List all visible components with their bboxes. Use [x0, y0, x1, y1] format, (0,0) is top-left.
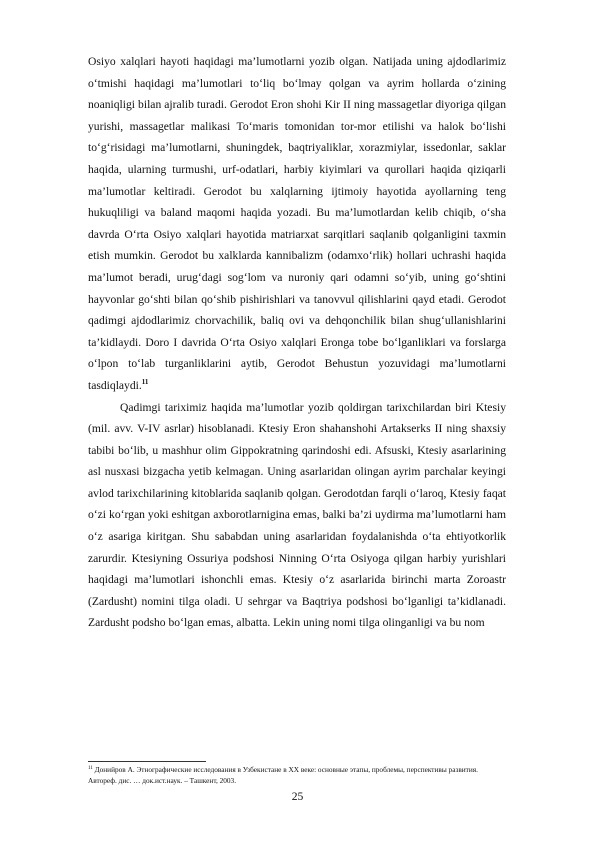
page-number: 25 — [291, 790, 304, 803]
footnote — [88, 764, 506, 786]
footnote-number: 11 — [88, 766, 93, 771]
paragraph-text: Osiyo xalqlari hayoti haqidagi ma’lumotlarni yozib olgan. Natijada uning ajdodlarimiz o‘tmishi haqidagi ma’lumotlari to‘liq bo‘lmay qolgan va ayrim hollarda o‘zining noaniqligi bilan ajralib turadi. Gerodot Eron shohi Kir II ning massagetlar diyoriga qilgan yurishi, massagetlar malikasi To‘maris tomonidan tor-mor etilishi va halok bo‘lishi to‘g‘risidagi ma’lumotlarni, shuningdek, baqtriyaliklar, xorazmiylar, issedonlar, saklar haqida, ularning turmushi, urf-odatlari, harbiy kiyimlari va qurollari haqida qiziqarli ma’lumotlar keltiradi. Gerodot bu xalqlarning ijtimoiy hayotida ayollarning teng hukuqliligi va baland maqomi haqida yozadi. Bu ma’lumotlardan kelib chiqib, o‘sha davrda O‘rta Osiyo xalqlari hayotida matriarxat sarqitlari saqlanib qolganligini taxmin etish mumkin. Gerodot bu xalklarda kannibalizm (odamxo‘rlik) hollari uchrashi haqida ma’lumot beradi, urug‘dagi sog‘lom va nuroniy qari odamni so‘yib, uning go‘shtini hayvonlar go‘shti bilan qo‘shib pishirishlari va tanovvul qilishlarini qayd etadi. Gerodot qadimgi ajdodlarimiz chorvachilik, baliq ovi va dehqonchilik bilan shug‘ullanishlarini ta’kidlaydi. Doro I davrida O‘rta Osiyo xalqlari Eronga tobe bo‘lganliklari va forslarga o‘lpon to‘lab turganliklarini aytib, Gerodot Behustun yozuvidagi ma’lumotlarni tasdiqlaydi. — [88, 55, 506, 392]
paragraph — [88, 51, 506, 397]
paragraph: Qadimgi tariximiz haqida ma’lumotlar yozib qoldirgan tarixchilardan biri Ktesiy (mil. avv. V-IV asrlar) hisoblanadi. Ktesiy Eron shahanshohi Artakserks II ning shaxsiy tabibi bo‘lib, u mashhur olim Gippokratning qarindoshi edi. Afsuski, Ktesiy asarlarining asl nusxasi bizgacha yetib kelmagan. Uning asarlaridan olingan ayrim parchalar keyingi avlod tarixchilarining kitoblarida saqlanib qolgan. Gerodotdan farqli o‘laroq, Ktesiy faqat o‘zi ko‘rgan yoki eshitgan axborotlarnigina emas, balki ba’zi uydirma ma’lumotlarni ham o‘z asariga kiritgan. Shu sababdan uning asarlaridan foydalanishda o‘ta ehtiyotkorlik zarurdir. Ktesiyning Ossuriya podshosi Ninning O‘rta Osiyoga qilgan harbiy yurishlari haqidagi ma’lumotlari ishonchli emas. Ktesiy o‘z asarlarida birinchi marta Zoroastr (Zardusht) nomini tilga oladi. U sehrgar va Baqtriya podshosi bo‘lganligi ta’kidlanadi. Zardusht podsho bo‘lgan emas, albatta. Lekin uning nomi tilga olinganligi va bu nom — [88, 400, 506, 630]
footnote-reference: 11 — [141, 377, 149, 386]
footnote-text: Донийров А. Этнографические исследования в Узбекистане в XX веке: основные этапы, проблемы, перспективы развития. Автореф. дис. … док.ист.наук. – Ташкент, 2003. — [88, 765, 478, 785]
main-text — [88, 51, 506, 634]
footnote-divider — [88, 761, 206, 762]
